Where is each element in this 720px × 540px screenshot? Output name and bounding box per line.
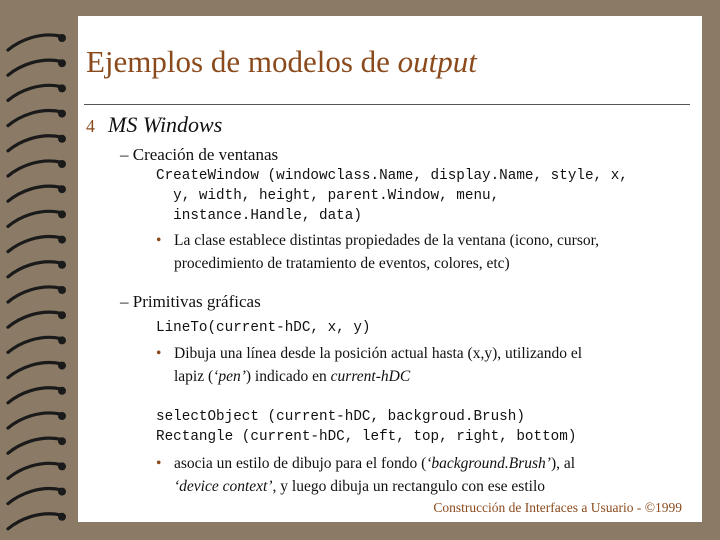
note-dibuja-linea: • Dibuja una línea desde la posición actual hasta (x,y), utilizando el lapiz (‘pen’) indicado en current-hDC [156,345,583,385]
binding-hole [58,236,66,244]
binding-ring [8,312,60,327]
title-divider [84,104,690,105]
binding-hole [58,135,66,143]
footer-credit: Construcción de Interfaces a Usuario - ©1999 [433,500,682,515]
binding-ring [8,337,60,352]
binding-hole [58,160,66,168]
binding-hole [58,311,66,319]
bullet-icon: 4 [86,116,95,136]
binding-hole [58,110,66,118]
bullet-ms-windows: 4 MS Windows [86,112,223,137]
binding-ring [8,136,60,151]
binding-hole [58,488,66,496]
binding-hole [58,362,66,370]
binding-ring [8,363,60,378]
binding-hole [58,34,66,42]
binding-hole [58,462,66,470]
code-createwindow: CreateWindow (windowclass.Name, display.Name, style, x, y, width, height, parent.Window, menu, instance.Handle, data) [156,168,628,224]
binding-ring [8,489,60,504]
binding-ring [8,463,60,478]
note-estilo-fondo: • asocia un estilo de dibujo para el fondo (‘background.Brush’), al ‘device context’, y luego dibuja un rectangulo con ese estilo [156,455,576,495]
binding-hole [58,412,66,420]
code-lineto: LineTo(current-hDC, x, y) [156,320,371,336]
binding-ring [8,262,60,277]
binding-hole [58,59,66,67]
binding-hole [58,84,66,92]
binding-ring [8,186,60,201]
binding-ring [8,237,60,252]
binding-ring [8,35,60,50]
heading-creacion-ventanas: – Creación de ventanas [120,145,279,164]
binding-ring [8,161,60,176]
binding-ring [8,85,60,100]
binding-ring [8,60,60,75]
binding-hole [58,286,66,294]
binding-ring [8,388,60,403]
code-selectobject-rectangle: selectObject (current-hDC, backgroud.Brush) Rectangle (current-hDC, left, top, right, bottom) [156,409,577,445]
spiral-binding-icon [0,0,90,540]
binding-ring [8,287,60,302]
binding-hole [58,185,66,193]
binding-ring [8,413,60,428]
binding-ring [8,514,60,529]
binding-ring [8,211,60,226]
binding-hole [58,387,66,395]
binding-hole [58,513,66,521]
heading-primitivas-graficas: – Primitivas gráficas [120,292,261,311]
slide-title: Ejemplos de modelos de output [86,44,477,79]
binding-hole [58,336,66,344]
binding-ring [8,111,60,126]
binding-hole [58,210,66,218]
note-clase: • La clase establece distintas propiedades de la ventana (icono, cursor, procedimiento de tratamiento de eventos, colores, etc) [156,232,600,272]
binding-hole [58,261,66,269]
binding-ring [8,438,60,453]
binding-hole [58,437,66,445]
